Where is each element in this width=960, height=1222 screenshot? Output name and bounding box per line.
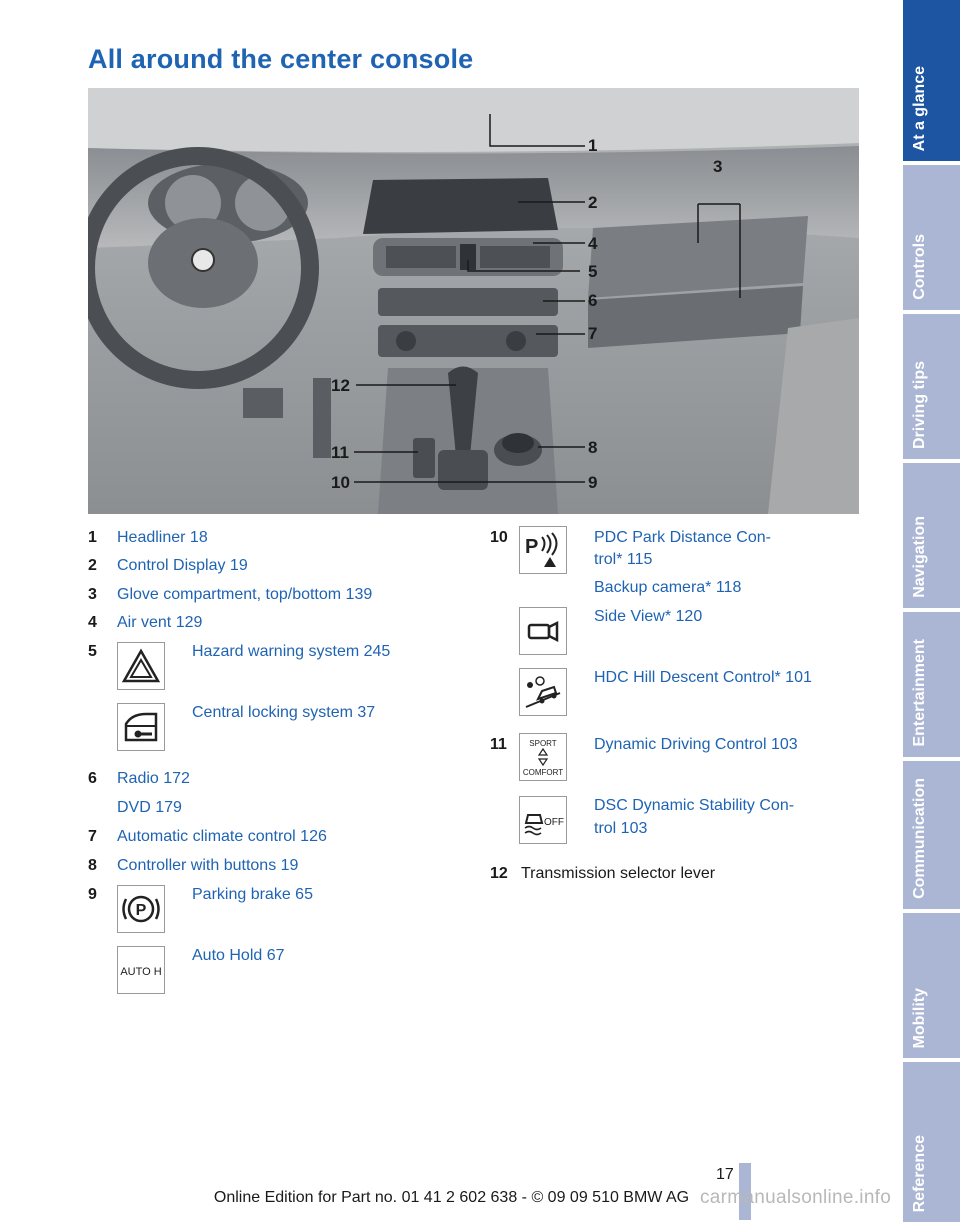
auto-hold-icon [117,946,165,994]
item-link[interactable]: Backup camera* 118 [594,579,742,596]
callout-3: 3 [713,157,723,176]
item-number: 3 [88,586,97,603]
item-link[interactable]: trol 103 [594,820,648,837]
side-view-camera-icon [519,607,567,655]
auto-hold-icon-text: AUTO H [120,966,162,978]
tab-label: Navigation [911,516,928,598]
item-number: 4 [88,614,97,631]
callout-5: 5 [588,262,598,281]
item-number: 1 [88,529,97,546]
tab-navigation[interactable] [903,463,960,608]
svg-text:P: P [135,902,147,919]
watermark: carmanualsonline.info [700,1187,892,1208]
svg-text:P: P [525,536,539,558]
item-link[interactable]: Controller with buttons 19 [117,857,299,874]
item-link[interactable]: PDC Park Distance Con- [594,529,771,546]
item-number: 7 [88,828,97,845]
tab-controls[interactable] [903,165,960,310]
sport-label: SPORT [529,739,557,748]
hill-descent-icon [519,668,567,716]
tab-driving-tips[interactable] [903,314,960,459]
center-console-photo [88,88,859,514]
callout-6: 6 [588,291,598,310]
item-number: 6 [88,770,97,787]
car-door-key-icon [117,703,165,751]
callout-10: 10 [331,473,350,492]
callout-9: 9 [588,473,598,492]
item-number: 5 [88,643,97,660]
item-number: 2 [88,557,97,574]
callout-11: 11 [331,443,349,462]
tab-label: Controls [911,234,928,300]
item-link[interactable]: Radio 172 [117,770,190,787]
tab-at-a-glance[interactable] [903,0,960,161]
item-number: 9 [88,886,97,903]
tab-label: Communication [911,778,928,899]
item-link[interactable]: DSC Dynamic Stability Con- [594,797,795,814]
pdc-icon [519,526,567,574]
callout-12: 12 [331,376,350,395]
comfort-label: COMFORT [522,768,564,777]
tab-reference[interactable] [903,1062,960,1222]
chapter-tabs [903,0,960,1222]
item-link[interactable]: Side View* 120 [594,608,703,625]
tab-communication[interactable] [903,761,960,909]
tab-mobility[interactable] [903,913,960,1058]
footer-edition-text: Online Edition for Part no. 01 41 2 602 638 - © 09 09 510 BMW AG [213,1189,690,1206]
item-link[interactable]: HDC Hill Descent Control* 101 [594,669,812,686]
tab-entertainment[interactable] [903,612,960,757]
hazard-triangle-icon [117,642,165,690]
item-text: Transmission selector lever [521,865,716,882]
item-link[interactable]: Central locking system 37 [192,704,376,721]
parking-brake-icon [117,885,165,933]
callout-8: 8 [588,438,598,457]
item-link[interactable]: Auto Hold 67 [192,947,285,964]
off-label: OFF [544,817,564,828]
item-link[interactable]: DVD 179 [117,799,182,816]
tab-label: At a glance [911,65,928,151]
sport-comfort-icon [519,733,567,781]
item-link[interactable]: Parking brake 65 [192,886,313,903]
item-link[interactable]: Air vent 129 [117,614,203,631]
item-link[interactable]: Headliner 18 [117,529,208,546]
item-link[interactable]: Control Display 19 [117,557,248,574]
page-title: All around the center console [88,44,474,74]
callout-1: 1 [588,136,598,155]
item-number: 12 [490,865,508,882]
tab-label: Entertainment [911,639,928,747]
item-link[interactable]: Dynamic Driving Control 103 [594,736,798,753]
page-number: 17 [716,1166,734,1183]
item-number: 8 [88,857,97,874]
dsc-off-icon [519,796,567,844]
item-link[interactable]: Hazard warning system 245 [192,643,391,660]
item-link[interactable]: Automatic climate control 126 [117,828,327,845]
callout-4: 4 [588,234,598,253]
tab-label: Reference [911,1134,928,1212]
item-link[interactable]: trol* 115 [594,551,653,568]
item-number: 10 [490,529,508,546]
callout-2: 2 [588,193,598,212]
tab-label: Mobility [911,987,928,1048]
tab-label: Driving tips [911,360,928,449]
callout-7: 7 [588,324,598,343]
item-link[interactable]: Glove compartment, top/bottom 139 [117,586,373,603]
item-number: 11 [490,736,507,753]
